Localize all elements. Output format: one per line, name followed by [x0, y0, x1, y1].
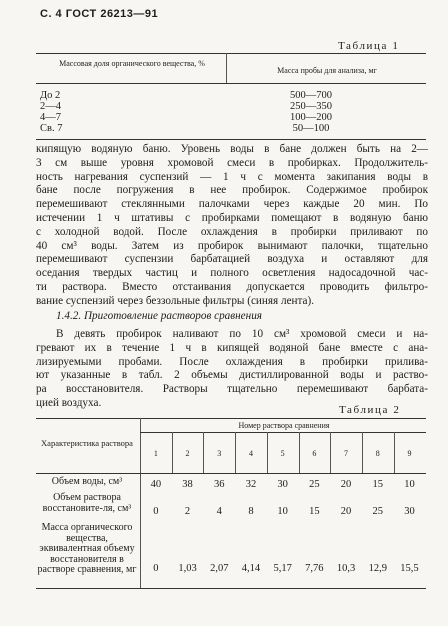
table1-fraction: 2—4: [40, 101, 61, 112]
table1-header-rule: [36, 83, 426, 84]
table2-column-divider: [203, 432, 204, 473]
table2-row-label: Масса органического вещества, эквивалентная объему восстановителя в растворе сравнения, мг: [37, 522, 137, 575]
text-line: гревают их в течение 1 ч в кипящей водяной бане вместе с ана-: [36, 341, 428, 354]
text-line: ют указанные в табл. 2 объемы дистиллированной воды и раство-: [36, 369, 428, 382]
text-line: 3 см выше уровня хромовой смеси в пробирках. Продолжитель-: [36, 156, 428, 169]
table2-column-number: 4: [248, 449, 253, 458]
table2-column-number: 6: [312, 449, 317, 458]
table2-column-divider: [394, 432, 395, 473]
table2-column-divider: [235, 432, 236, 473]
text-line: ра восстановителя. Растворы тщательно перемешивают барбата-: [36, 383, 428, 396]
table2-cell: 20: [340, 479, 352, 490]
table2-row-label: Объем раствора восстановите-ля, см³: [42, 492, 132, 514]
paragraph-1: [36, 143, 428, 309]
table2-cell: 0: [153, 563, 159, 574]
table2-cell: 30: [277, 479, 288, 490]
table1-mass: 500—700: [290, 90, 332, 101]
table1-fraction: 4—7: [40, 112, 61, 123]
table2-cell: 1,03: [178, 563, 197, 574]
table2-cell: 15: [372, 479, 383, 490]
table2-header-rule: [36, 473, 426, 474]
table2-column-number: 1: [153, 449, 158, 458]
text-line: перемешивают стеклянными палочками через каждые 20 мин. По: [36, 198, 428, 211]
table2-cell: 10,3: [336, 563, 356, 574]
table2-cell: 15,5: [400, 563, 419, 574]
table2-cell: 10: [277, 506, 288, 517]
table2-stub-divider: [140, 418, 141, 588]
table2-column-divider: [267, 432, 268, 473]
table1-mass: 50—100: [292, 123, 330, 134]
table2-cell: 10: [404, 479, 415, 490]
table1-divider: [226, 53, 227, 83]
table1-top-rule: [36, 53, 426, 54]
text-line: ти раствора. Вместо отстаивания допускается проводить фильтро-: [36, 280, 428, 293]
text-line: В девять пробирок наливают по 10 см³ хромовой смеси и на-: [56, 328, 428, 340]
table2-column-number: 5: [280, 449, 285, 458]
table2-cell: 25: [309, 479, 320, 490]
table2-cell: 2: [184, 506, 191, 517]
table2-stub-header: Характеристика раствора: [41, 438, 133, 448]
table2-top-rule: [36, 418, 426, 419]
table2-column-number: 2: [185, 449, 190, 458]
table2-column-number: 3: [217, 449, 222, 458]
table2-caption: Таблица 2: [339, 404, 401, 416]
text-line: 40 см³ воды. Затем из пробирок вынимают палочки, тщательно: [36, 239, 428, 252]
table1-caption: Таблица 1: [338, 40, 400, 52]
table2-cell: 38: [182, 479, 193, 490]
table2-column-divider: [330, 432, 331, 473]
text-line: кипящую водяную баню. Уровень воды в бане должен быть на 2—: [36, 143, 428, 155]
table2-column-number: 8: [375, 449, 380, 458]
table1-mass: 100—200: [290, 112, 332, 123]
table2-row-label: Объем воды, см³: [51, 476, 123, 487]
text-line: ность нагревания суспензий — 1 ч с момента закипания воды в: [36, 170, 428, 183]
text-line: вание суспензий через беззольные фильтры (синяя лента).: [36, 294, 315, 307]
table2-cell: 0: [153, 506, 159, 517]
table2-column-number: 9: [407, 449, 412, 458]
section-heading: 1.4.2. Приготовление растворов сравнения: [56, 310, 262, 322]
table1-bottom-rule: [36, 139, 426, 140]
table2-column-divider: [362, 432, 363, 473]
table2-cell: 15: [309, 506, 320, 517]
table2-group-rule: [140, 432, 426, 433]
table1-col1-header: Массовая доля органического вещества, %: [59, 59, 205, 68]
table2-cell: 30: [404, 506, 415, 517]
table2-cell: 7,76: [305, 563, 324, 574]
table2-cell: 12,9: [368, 563, 387, 574]
paragraph-2: [36, 328, 428, 411]
table2-cell: 4: [216, 506, 222, 517]
text-line: оседания твердых частиц и полного осветления надосадочной час-: [36, 267, 428, 280]
text-line: с холодной водой. После охлаждения в пробирки приливают по: [36, 225, 428, 238]
table1-mass: 250—350: [290, 101, 332, 112]
table2-cell: 4,14: [241, 563, 261, 574]
table2-bottom-rule: [36, 588, 426, 589]
text-line: перемешивают суспензии барбатацией воздуха и оставляют для: [36, 253, 428, 266]
table2: [36, 418, 426, 626]
table2-cell: 2,07: [210, 563, 229, 574]
table1-col2-header: Масса пробы для анализа, мг: [277, 66, 377, 75]
table2-column-divider: [299, 432, 300, 473]
table2-group-header: Номер раствора сравнения: [238, 421, 330, 430]
table2-cell: 5,17: [273, 563, 292, 574]
table2-cell: 40: [150, 479, 162, 490]
table2-column-number: 7: [344, 449, 349, 458]
table1-fraction: До 2: [40, 90, 61, 101]
table2-cell: 8: [248, 506, 254, 517]
text-line: лизируемыми пробами. После охлаждения в пробирки прилива-: [36, 355, 428, 368]
text-line: бане после погружения в нее пробирок. Содержимое пробирок: [36, 184, 428, 197]
table2-cell: 25: [372, 506, 383, 517]
table2-cell: 32: [245, 479, 257, 490]
table2-cell: 20: [340, 506, 352, 517]
page-header: С. 4 ГОСТ 26213—91: [40, 8, 159, 20]
table2-column-divider: [172, 432, 173, 473]
text-line: цией воздуха.: [36, 396, 102, 409]
table1-fraction: Св. 7: [40, 123, 63, 134]
table2-cell: 36: [214, 479, 225, 490]
text-line: истечении 1 ч штативы с пробирками помещают в водяную баню: [36, 211, 428, 224]
